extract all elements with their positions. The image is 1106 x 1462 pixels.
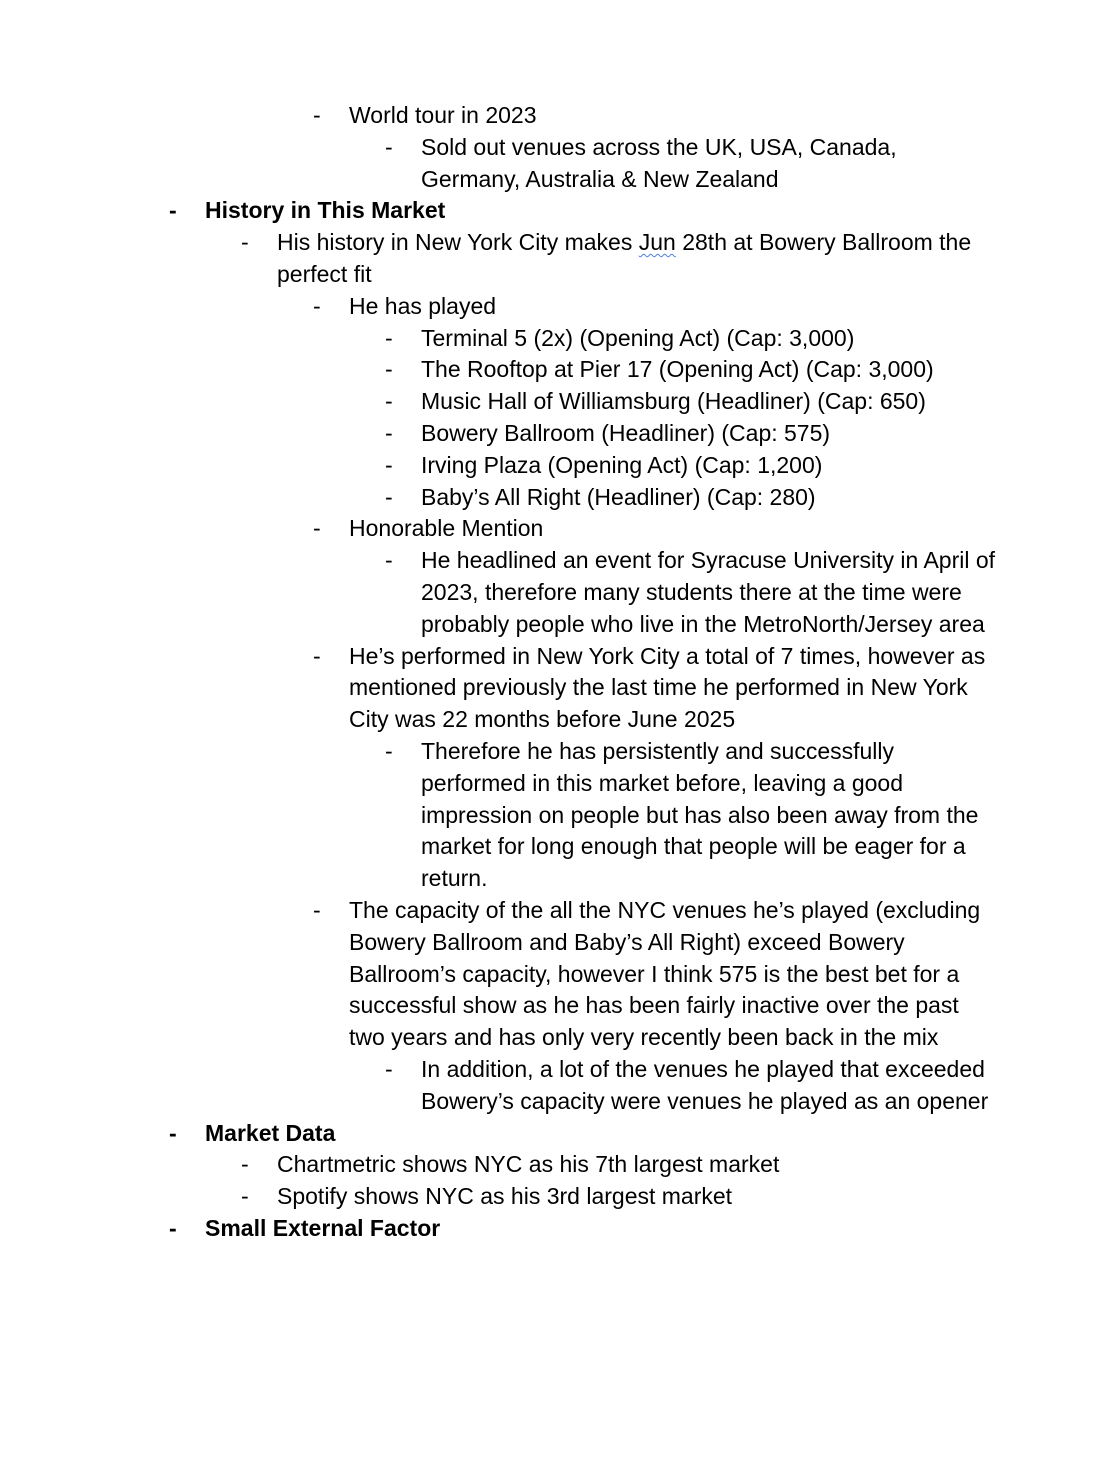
list-item [0, 482, 1106, 514]
list-item-text[interactable]: He has played [349, 292, 497, 319]
section-heading-external-factor [0, 1213, 1106, 1245]
list-item [0, 1181, 1106, 1213]
list-dash: - [385, 356, 393, 383]
list-dash: - [313, 102, 321, 128]
list-dash: - [313, 896, 321, 923]
list-dash: - [241, 229, 249, 256]
list-item-text[interactable]: Honorable Mention [349, 515, 544, 542]
list-item-text[interactable]: Bowery Ballroom (Headliner) (Cap: 575) [421, 419, 831, 446]
section-heading-text[interactable]: Market Data [205, 1119, 336, 1146]
list-dash: - [313, 642, 321, 669]
list-dash: - [385, 547, 393, 574]
list-item-text[interactable]: In addition, a lot of the venues he played that exceeded Bowery’s capacity were venues he played as an opener [421, 1055, 989, 1114]
list-item-text[interactable]: Therefore he has persistently and successfully performed in this market before, leaving a good impression on people but has also been away from the market for long enough that people will be eager for a return. [421, 737, 979, 892]
list-item [0, 418, 1106, 450]
list-item [0, 386, 1106, 418]
list-item [0, 736, 1106, 895]
list-dash: - [385, 133, 393, 160]
section-heading-text[interactable]: History in This Market [205, 197, 446, 224]
list-item [0, 1149, 1106, 1181]
list-dash: - [385, 451, 393, 478]
spellcheck-flagged-word[interactable]: Jun [638, 229, 676, 256]
text-run: His history in New York City makes [277, 229, 639, 256]
list-dash: - [385, 483, 393, 510]
list-dash: - [241, 1183, 249, 1210]
list-item [0, 450, 1106, 482]
list-item-text[interactable]: Chartmetric shows NYC as his 7th largest market [277, 1151, 780, 1178]
list-item [0, 100, 1106, 132]
list-item [0, 291, 1106, 323]
list-dash: - [385, 388, 393, 415]
list-item-text[interactable]: Spotify shows NYC as his 3rd largest market [277, 1183, 733, 1210]
list-item-text[interactable]: Irving Plaza (Opening Act) (Cap: 1,200) [421, 451, 823, 478]
list-item-text[interactable]: World tour in 2023 [349, 102, 537, 128]
list-item [0, 132, 1106, 196]
list-dash: - [169, 1214, 177, 1241]
list-item-text[interactable]: Music Hall of Williamsburg (Headliner) (Cap: 650) [421, 388, 926, 415]
section-heading-text[interactable]: Small External Factor [205, 1214, 441, 1241]
section-heading-history [0, 195, 1106, 227]
list-item-text[interactable]: The Rooftop at Pier 17 (Opening Act) (Cap: 3,000) [421, 356, 934, 383]
list-item-text[interactable]: He’s performed in New York City a total of 7 times, however as mentioned previously the last time he performed in New York City was 22 months before June 2025 [349, 642, 986, 733]
list-item [0, 1054, 1106, 1118]
section-heading-market-data [0, 1118, 1106, 1150]
list-dash: - [385, 419, 393, 446]
list-item-text[interactable]: The capacity of the all the NYC venues he’s played (excluding Bowery Ballroom and Baby’s All Right) exceed Bowery Ballroom’s capacity, however I think 575 is the best bet for a successful show as he has been fairly inactive over the past two years and has only very recently been back in the mix [349, 896, 981, 1051]
list-item-text[interactable]: Sold out venues across the UK, USA, Canada, Germany, Australia & New Zealand [421, 133, 897, 192]
list-dash: - [385, 1055, 393, 1082]
list-item [0, 895, 1106, 1054]
list-item [0, 227, 1106, 291]
list-dash: - [385, 737, 393, 764]
list-dash: - [169, 197, 177, 224]
text-run: 28th at Bowery Ballroom the perfect fit [277, 229, 972, 287]
list-item [0, 641, 1106, 736]
list-item [0, 323, 1106, 355]
list-item-text[interactable]: He headlined an event for Syracuse University in April of 2023, therefore many students there at the time were probably people who live in the MetroNorth/Jersey area [421, 547, 996, 637]
list-item-text[interactable]: Terminal 5 (2x) (Opening Act) (Cap: 3,000) [421, 324, 855, 351]
list-dash: - [241, 1151, 249, 1178]
list-item [0, 513, 1106, 545]
list-item-text[interactable]: Baby’s All Right (Headliner) (Cap: 280) [421, 483, 816, 510]
document-body[interactable] [0, 100, 1106, 1245]
list-dash: - [169, 1119, 177, 1146]
list-dash: - [385, 324, 393, 351]
list-dash: - [313, 292, 321, 319]
list-item-text[interactable] [277, 227, 998, 291]
list-dash: - [313, 515, 321, 542]
list-item [0, 354, 1106, 386]
list-item [0, 545, 1106, 640]
